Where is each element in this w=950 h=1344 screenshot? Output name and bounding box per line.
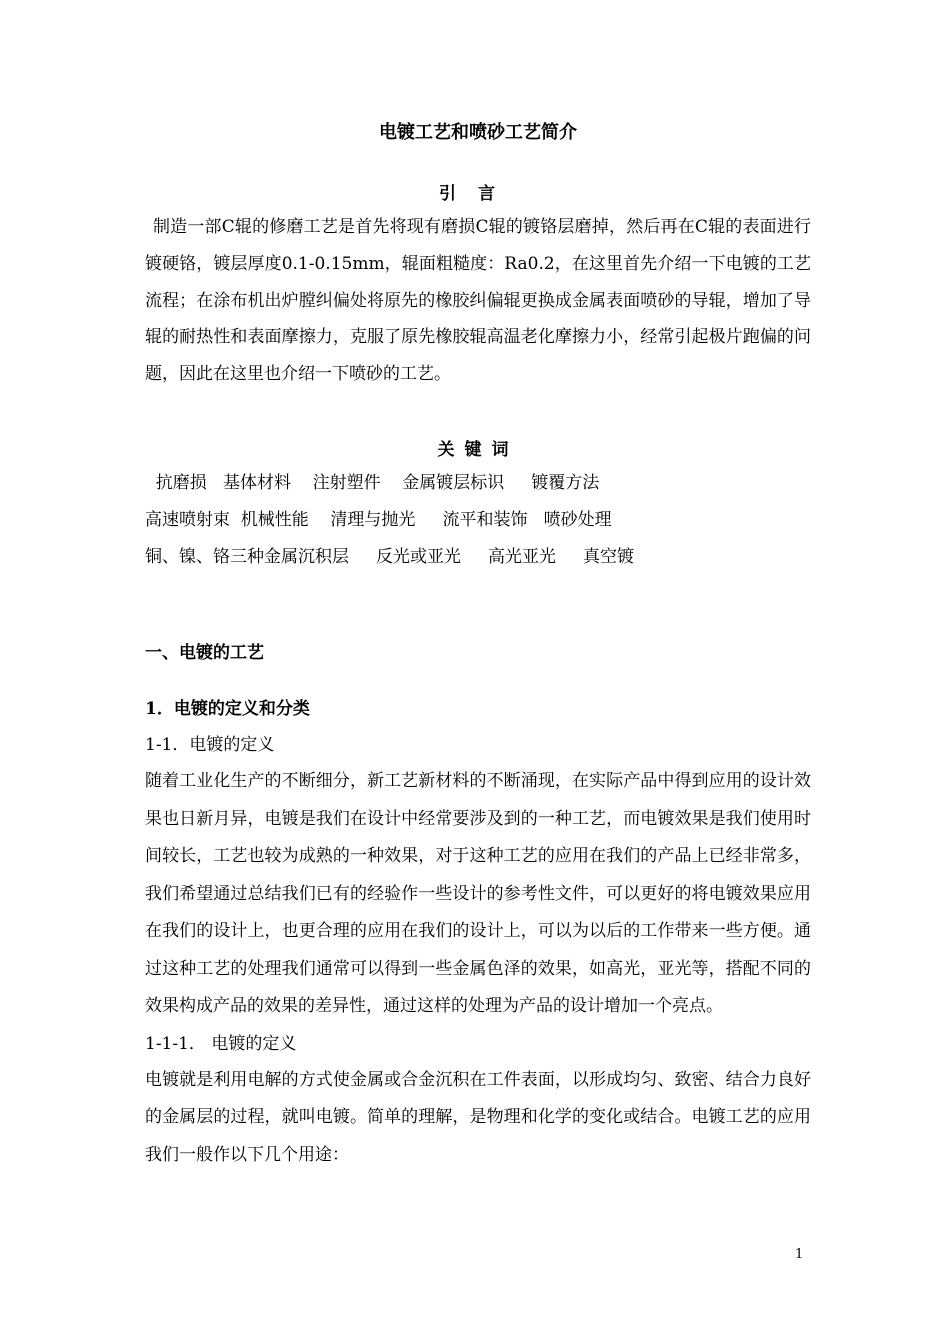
body-paragraph: 随着工业化生产的不断细分，新工艺新材料的不断涌现，在实际产品中得到应用的设计效果也日新月异，电镀是我们在设计中经常要涉及到的一种工艺，而电镀效果是我们使用时间较长，工艺也较为成熟的一种效果，对于这种工艺的应用在我们的产品上已经非常多，我们希望通过总结我们已有的经验作一些设计的参考性文件，可以更好的将电镀效果应用在我们的设计上，也更合理的应用在我们的设计上，可以为以后的工作带来一些方便。通过这种工艺的处理我们通常可以得到一些金属色泽的效果，如高光，亚光等，搭配不同的效果构成产品的效果的差异性，通过这样的处理为产品的设计增加一个亮点。 (145, 771, 811, 1017)
keywords-line: 高速喷射束 机械性能 清理与抛光 流平和装饰 喷砂处理 (145, 509, 612, 530)
keywords-line: 铜、镍、铬三种金属沉积层 反光或亚光 高光亚光 真空镀 (145, 546, 635, 567)
page-number: 1 (795, 1247, 804, 1262)
page-content (145, 118, 811, 1174)
subsubsection-heading: 1-1．电镀的定义 (145, 735, 275, 756)
keywords-heading: 关键词 (437, 439, 519, 460)
intro-paragraph: 制造一部C辊的修磨工艺是首先将现有磨损C辊的镀铬层磨掉，然后再在C辊的表面进行镀硬铬，镀层厚度0.1-0.15mm，辊面粗糙度：Ra0.2，在这里首先介绍一下电镀的工艺流程；在涂布机出炉膛纠偏处将原先的橡胶纠偏辊更换成金属表面喷砂的导辊，增加了导辊的耐热性和表面摩擦力，克服了原先橡胶辊高温老化摩擦力小，经常引起极片跑偏的问题，因此在这里也介绍一下喷砂的工艺。 (145, 217, 811, 385)
body-paragraph: 电镀就是利用电解的方式使金属或合金沉积在工件表面，以形成均匀、致密、结合力良好的金属层的过程，就叫电镀。简单的理解，是物理和化学的变化或结合。电镀工艺的应用我们一般作以下几个用途： (145, 1069, 811, 1165)
section-heading: 一、电镀的工艺 (145, 643, 264, 664)
intro-heading: 引言 (439, 184, 517, 204)
subsubsection-heading: 1-1-1． 电镀的定义 (145, 1033, 297, 1054)
keywords-line: 抗磨损 基体材料 注射塑件 金属镀层标识 镀覆方法 (145, 472, 600, 493)
document-title: 电镀工艺和喷砂工艺简介 (379, 122, 577, 143)
subsection-heading: 1．电镀的定义和分类 (145, 699, 310, 720)
